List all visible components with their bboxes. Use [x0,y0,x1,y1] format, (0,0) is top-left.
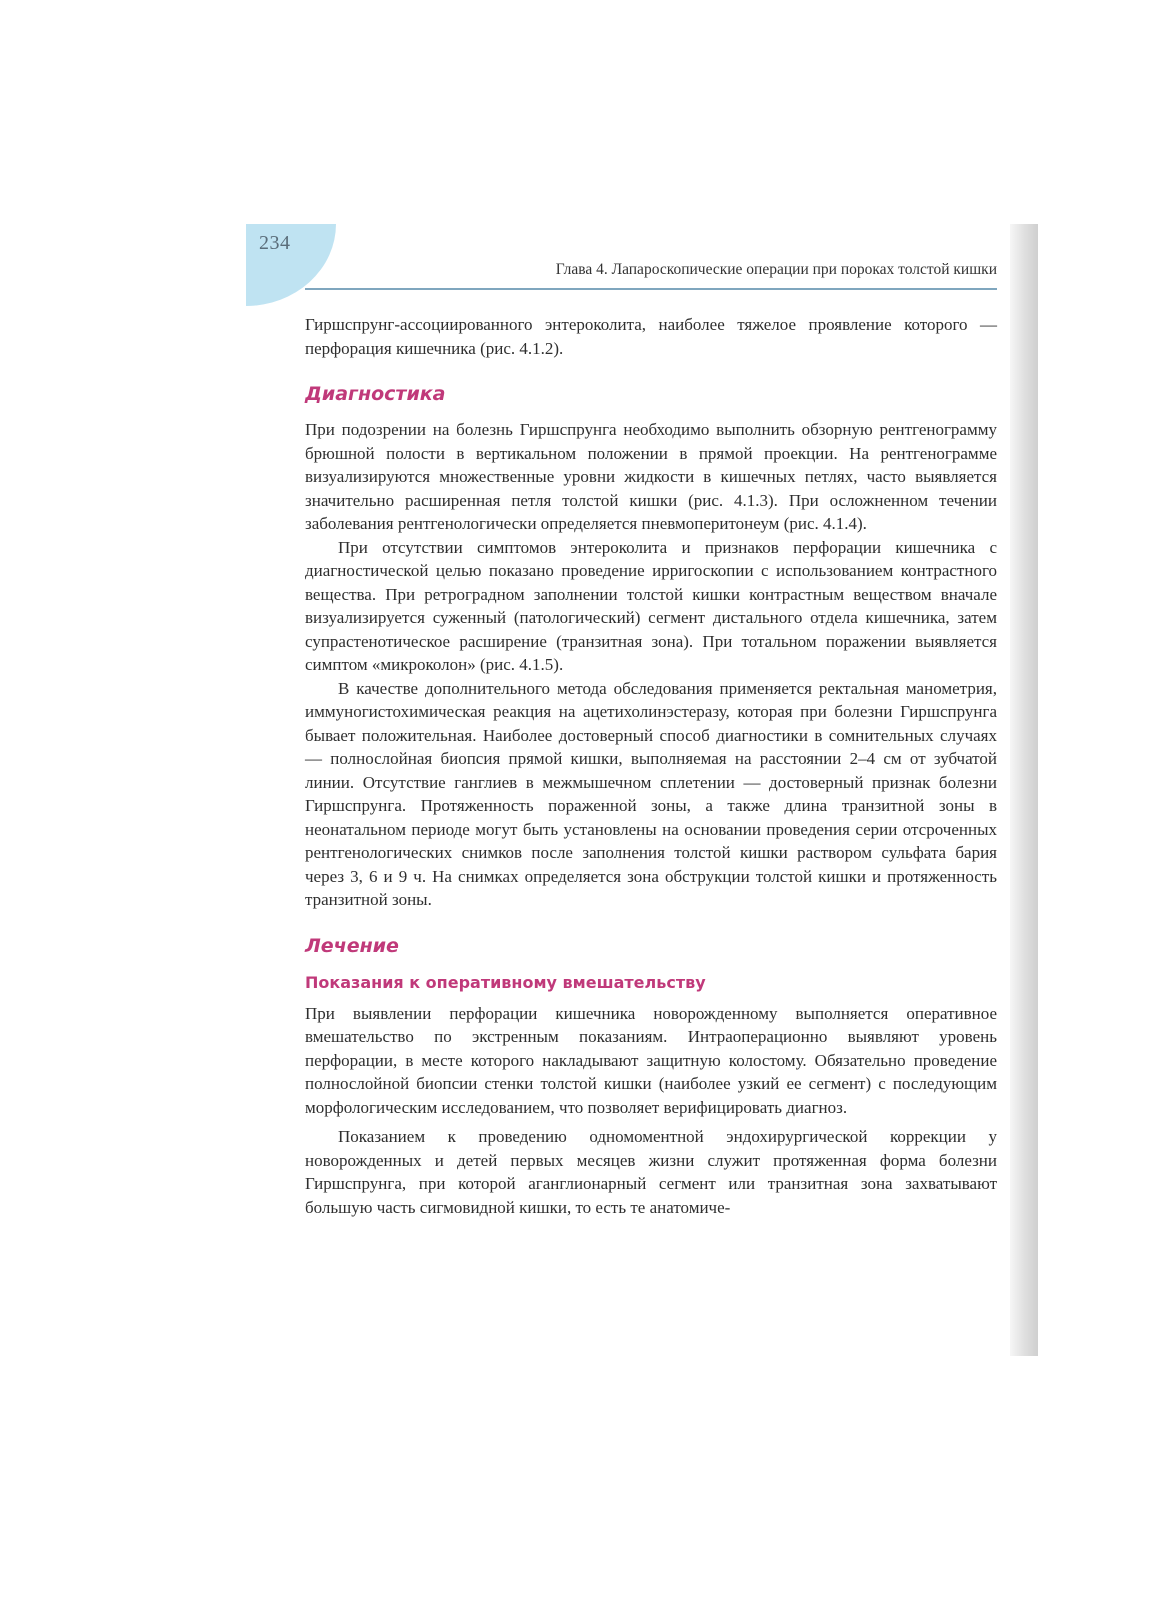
subsection-heading-indications: Показания к оперативному вмешательству [305,972,706,992]
treatment-paragraph: Показанием к проведению одномоментной эндохирургической коррекции у новорожденных и детей первых месяцев жизни служит протяженная форма болезни Гиршспрунга, при которой аганглионарный сегмент или транзитная зона захватывают большую часть сигмовидной кишки, то есть те анатомиче- [305,1127,997,1217]
intro-paragraph: Гиршспрунг-ассоциированного энтероколита, наиболее тяжелое проявление которого — перфорация кишечника (рис. 4.1.2). [305,315,997,358]
section-heading-diagnostics: Диагностика [305,383,446,405]
treatment-paragraph: При выявлении перфорации кишечника новорожденному выполняется оперативное вмешательство по экстренным показаниям. Интраоперационно выявляют уровень перфорации, в месте которого накладывают защитную колостому. Обязательно проведение полнослойной биопсии стенки толстой кишки (наиболее узкий ее сегмент) с последующим морфологическим исследованием, что позволяет верифицировать диагноз. [305,1003,997,1117]
section-heading-treatment: Лечение [305,934,399,957]
diagnostics-paragraph: В качестве дополнительного метода обследования применяется ректальная манометрия, иммуногистохимическая реакция на ацетихолинэстеразу, которая при болезни Гиршспрунга бывает положительная. Наиболее достоверный способ диагностики в сомнительных случаях — полнослойная биопсия прямой кишки, выполняемая на расстоянии 2–4 см от зубчатой линии. Отсутствие ганглиев в межмышечном сплетении — достоверный признак болезни Гиршспрунга. Протяженность пораженной зоны, а также длина транзитной зоны в неонатальном периоде могут быть установлены на основании проведения серии отсроченных рентгенологических снимков после заполнения толстой кишки раствором сульфата бария через 3, 6 и 9 ч. На снимках определяется зона обструкции толстой кишки и протяженность транзитной зоны. [305,678,997,909]
page-edge-shadow [1010,224,1038,1356]
page-number: 234 [259,232,291,254]
diagnostics-paragraph: При подозрении на болезнь Гиршспрунга необходимо выполнить обзорную рентгенограмму брюшной полости в вертикальном положении в прямой проекции. На рентгенограмме визуализируются множественные уровни жидкости в кишечных петлях, часто выявляется значительно расширенная петля толстой кишки (рис. 4.1.3). При осложненном течении заболевания рентгенологически определяется пневмоперитонеум (рис. 4.1.4). [305,420,997,533]
header-divider [305,288,997,290]
diagnostics-paragraph: При отсутствии симптомов энтероколита и признаков перфорации кишечника с диагностической целью показано проведение ирригоскопии с использованием контрастного вещества. При ретроградном заполнении толстой кишки контрастным веществом вначале визуализируется суженный (патологический) сегмент дистального отдела кишечника, затем супрастенотическое расширение (транзитная зона). При тотальном поражении выявляется симптом «микроколон» (рис. 4.1.5). [305,537,997,674]
page-content [305,313,997,1219]
running-title: Глава 4. Лапароскопические операции при пороках толстой кишки [555,261,997,278]
